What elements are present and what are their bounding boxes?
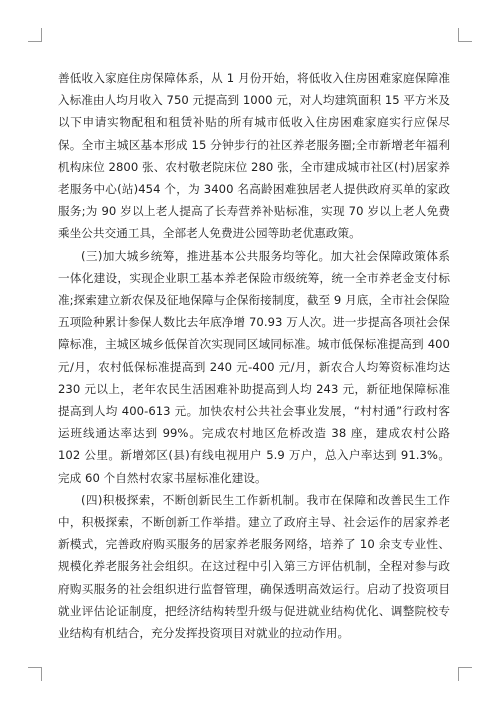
- paragraph-urban-rural-coordination: (三)加大城乡统筹，推进基本公共服务均等化。加大社会保障政策体系一体化建设，实现企业职工基本养老保险市级统筹，统一全市养老金支付标准;探索建立新农保及征地保障与企保衔接制度，截至 9 月底，全市社会保险五项险种累计参保人数比去年底净增 70.93 万人次。进一步提高各项社会保障标准，主城区城乡低保首次实现同区域同标准。城市低保标准提高到 400 元/月，农村低保标准提高到 240 元-400 元/月，新农合人均筹资标准均达 230 元以上，老年农民生活困难补助提高到人均 243 元，新征地保障标准提高到人均 400-613 元。加快农村公共社会事业发展，“村村通”行政村客运班线通达率达到 99%。完成农村地区危桥改造 38 座，建成农村公路 102 公里。新增郊区(县)有线电视用户 5.9 万户，总入户率达到 91.3%。完成 60 个自然村农家书屋标准化建设。: [58, 248, 450, 485]
- crop-mark-top-right-h: [458, 41, 472, 42]
- crop-mark-bottom-left-v: [41, 667, 42, 681]
- crop-mark-bottom-left-h: [28, 667, 42, 668]
- crop-mark-bottom-right-h: [458, 667, 472, 668]
- crop-mark-bottom-right-v: [458, 667, 459, 681]
- crop-mark-top-left-v: [41, 28, 42, 42]
- paragraph-innovation-mechanism: (四)积极探索，不断创新民生工作新机制。我市在保障和改善民生工作中，积极探索，不断创新工作举措。建立了政府主导、社会运作的居家养老新模式，完善政府购买服务的居家养老服务网络，培养了 10 余支专业性、规模化养老服务社会组织。在这过程中引入第三方评估机制，全程对参与政府购买服务的社会组织进行监督管理，确保透明高效运行。启动了投资项目就业评估论证制度，把经济结构转型升级与促进就业结构优化、调整院校专业结构有机结合，充分发挥投资项目对就业的拉动作用。: [58, 492, 450, 641]
- document-body: [58, 67, 450, 644]
- crop-mark-top-right-v: [458, 28, 459, 42]
- paragraph-housing-elderly: 善低收入家庭住房保障体系，从 1 月份开始，将低收入住房困难家庭保障准入标准由人均月收入 750 元提高到 1000 元，对人均建筑面积 15 平方米及以下申请实物配租和租赁补贴的所有城市低收入住房困难家庭实行应保尽保。全市主城区基本形成 15 分钟步行的社区养老服务圈;全市新增老年福利机构床位 2800 张、农村敬老院床位 280 张，全市建成城市社区(村)居家养老服务中心(站)454 个，为 3400 名高龄困难独居老人提供政府买单的家政服务;为 90 岁以上老人提高了长寿营养补贴标准，实现 70 岁以上老人免费乘坐公共交通工具，全部老人免费进公园等助老优惠政策。: [58, 71, 450, 241]
- crop-mark-top-left-h: [28, 41, 42, 42]
